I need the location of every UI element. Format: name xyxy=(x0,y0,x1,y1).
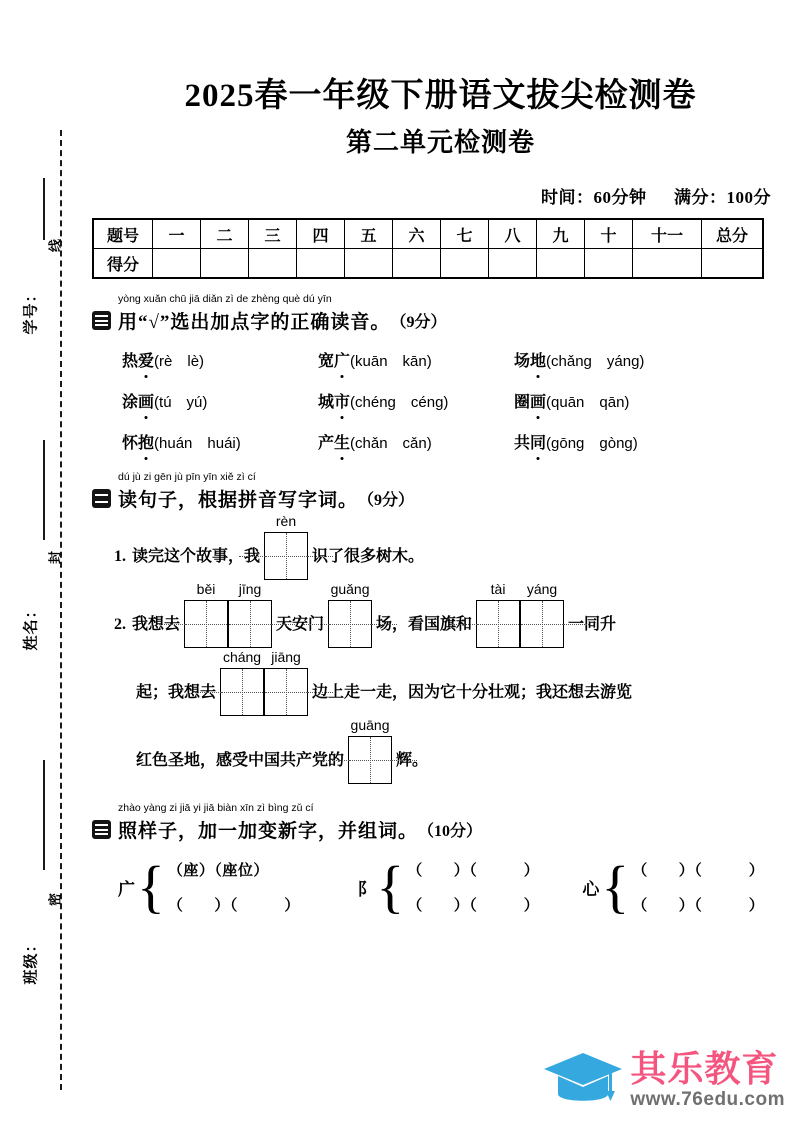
score-table-value-row xyxy=(93,249,763,279)
brace-answer-line[interactable]: （ ）（ ） xyxy=(632,898,765,915)
score-table-score-cell[interactable] xyxy=(537,249,585,279)
score-table-column-header: 一 xyxy=(153,219,201,249)
guide-line-right xyxy=(271,624,297,625)
score-table-score-cell[interactable] xyxy=(393,249,441,279)
pinyin-choice-item[interactable] xyxy=(122,430,318,453)
pinyin-choice-item[interactable] xyxy=(122,389,318,412)
pinyin-choice-row xyxy=(122,348,793,371)
brace-answer-lines xyxy=(168,859,300,915)
choice-word-prefix: 圈 xyxy=(514,394,531,412)
guide-line-left xyxy=(303,624,329,625)
pinyin-syllable: guǎng xyxy=(330,581,370,598)
character-boxes xyxy=(264,532,308,580)
question-3-pinyin: zhào yàng zi jiā yi jiā biàn xīn zì bìng zǔ cí xyxy=(118,802,314,815)
question-2-header xyxy=(92,485,793,512)
choice-word-prefix: 怀 xyxy=(122,435,139,453)
sentence-text: 起；我想去 xyxy=(136,684,217,702)
question-3-header xyxy=(92,816,793,843)
question-number-icon xyxy=(92,489,111,508)
box-pinyin-hint xyxy=(476,581,564,597)
brace-answer-line[interactable]: （ ）（ ） xyxy=(407,898,540,915)
score-table-score-cell[interactable] xyxy=(297,249,345,279)
guide-line-right xyxy=(307,556,333,557)
score-table-score-cell[interactable] xyxy=(702,249,764,279)
sentence-text: 辉。 xyxy=(396,752,429,770)
pinyin-syllable: jiāng xyxy=(271,649,301,666)
dotted-character: 爱 xyxy=(138,348,154,371)
brace-answer-line[interactable]: （座）（座位） xyxy=(167,863,269,880)
guide-line-right xyxy=(563,624,589,625)
question-1-score: （9分） xyxy=(390,314,447,332)
character-box-group[interactable] xyxy=(264,513,308,580)
question-1 xyxy=(88,293,793,453)
character-box[interactable] xyxy=(328,600,372,648)
seal-label-line: 线 xyxy=(47,239,63,253)
brace-answer-line[interactable]: （ ）（ ） xyxy=(632,863,765,880)
score-table-row-label: 得分 xyxy=(93,249,153,279)
character-box[interactable] xyxy=(348,736,392,784)
sentence-text: 我想去 xyxy=(132,616,181,634)
seal-label-name: 姓名： xyxy=(23,602,40,651)
score-table-score-cell[interactable] xyxy=(249,249,297,279)
score-table-column-header: 六 xyxy=(393,219,441,249)
character-boxes xyxy=(476,600,564,648)
radical-brace-group xyxy=(118,854,357,920)
guide-line-left xyxy=(159,624,185,625)
pinyin-choice-row xyxy=(122,389,793,412)
pinyin-syllable: běi xyxy=(196,581,216,598)
brace-answer-lines xyxy=(632,859,764,915)
writing-line xyxy=(92,513,793,580)
score-table-column-header: 八 xyxy=(489,219,537,249)
question-1-title: 用“√”选出加点字的正确读音。 xyxy=(118,312,391,334)
choice-options[interactable]: (chéng céng) xyxy=(350,394,449,412)
pinyin-choice-item[interactable] xyxy=(122,348,318,371)
score-table-column-header: 七 xyxy=(441,219,489,249)
exam-content xyxy=(88,0,793,1121)
brace-answer-line[interactable]: （ ）（ ） xyxy=(167,898,300,915)
box-pinyin-hint xyxy=(184,581,272,597)
character-box-group[interactable] xyxy=(476,581,564,648)
character-box[interactable] xyxy=(520,600,564,648)
site-logo xyxy=(542,1049,785,1113)
character-box[interactable] xyxy=(184,600,228,648)
choice-word-prefix: 场 xyxy=(514,353,531,371)
character-box[interactable] xyxy=(220,668,264,716)
seal-label-feng: 封 xyxy=(47,551,63,565)
character-box-group[interactable] xyxy=(328,581,372,648)
exam-total-score: 满分：100分 xyxy=(674,188,771,208)
pinyin-choice-item[interactable] xyxy=(514,430,710,453)
pinyin-syllable: jīng xyxy=(238,581,262,598)
exam-duration: 时间：60分钟 xyxy=(541,188,647,208)
pinyin-choice-row xyxy=(122,430,793,453)
score-table-column-header: 九 xyxy=(537,219,585,249)
score-table-score-cell[interactable] xyxy=(489,249,537,279)
choice-options[interactable]: (tú yú) xyxy=(154,394,208,412)
page-title: 2025春一年级下册语文拔尖检测卷 xyxy=(184,78,697,114)
pinyin-choice-item[interactable] xyxy=(318,430,514,453)
logo-text xyxy=(630,1051,785,1111)
character-box[interactable] xyxy=(264,668,308,716)
character-boxes xyxy=(220,668,308,716)
question-3-title: 照样子，加一加变新字，并组词。 xyxy=(118,821,419,843)
score-table-header-row xyxy=(93,219,763,249)
question-number-icon xyxy=(92,311,111,330)
radical-character: 心 xyxy=(582,879,600,899)
sentence-text: 识了很多树木。 xyxy=(312,548,425,566)
score-table-column-header: 五 xyxy=(345,219,393,249)
character-box-group[interactable] xyxy=(348,717,392,784)
character-box-group[interactable] xyxy=(220,649,308,716)
brace-answer-lines xyxy=(407,859,539,915)
seal-dashed-line xyxy=(60,130,62,1090)
radical-brace-group xyxy=(582,854,793,920)
guide-line-right xyxy=(391,760,417,761)
dotted-character: 广 xyxy=(334,348,350,371)
seal-margin xyxy=(0,0,88,1121)
logo-url: www.76edu.com xyxy=(630,1088,785,1110)
box-pinyin-hint xyxy=(328,581,372,597)
sentence-text: 读完这个故事，我 xyxy=(132,548,261,566)
choice-options[interactable]: (rè lè) xyxy=(154,353,205,371)
character-box[interactable] xyxy=(476,600,520,648)
guide-line-left xyxy=(239,556,265,557)
dotted-character: 画 xyxy=(138,389,154,412)
character-box-group[interactable] xyxy=(184,581,272,648)
question-2-score: （9分） xyxy=(358,492,415,510)
writing-line xyxy=(92,717,793,784)
choice-options[interactable]: (chǎn cǎn) xyxy=(350,435,432,453)
brace-icon: { xyxy=(376,854,405,920)
writing-lines xyxy=(92,513,793,784)
pinyin-choice-item[interactable] xyxy=(514,348,710,371)
character-box[interactable] xyxy=(228,600,272,648)
radical-brace-groups xyxy=(92,854,793,920)
pinyin-choice-item[interactable] xyxy=(318,389,514,412)
score-table-column-header: 三 xyxy=(249,219,297,249)
guide-line-left xyxy=(323,760,349,761)
question-1-header xyxy=(92,307,793,334)
pinyin-syllable: cháng xyxy=(222,649,262,666)
question-number-icon xyxy=(92,820,111,839)
radical-brace-group xyxy=(357,854,582,920)
question-2-pinyin: dú jù zi gēn jù pīn yīn xiě zì cí xyxy=(118,471,256,484)
sentence-text: 红色圣地，感受中国共产党的 xyxy=(136,752,345,770)
writing-line xyxy=(92,581,793,648)
character-boxes xyxy=(184,600,272,648)
question-2 xyxy=(88,471,793,784)
choice-options[interactable]: (huán huái) xyxy=(154,435,241,453)
pinyin-choice-grid xyxy=(92,348,793,453)
score-table-column-header: 二 xyxy=(201,219,249,249)
pinyin-syllable: guāng xyxy=(350,717,390,734)
guide-line-left xyxy=(451,624,477,625)
pinyin-syllable: yáng xyxy=(526,581,558,598)
sentence-text: 边上走一走，因为它十分壮观；我还想去游览 xyxy=(312,684,633,702)
score-table-column-header: 十 xyxy=(585,219,633,249)
pinyin-choice-item[interactable] xyxy=(318,348,514,371)
brace-icon: { xyxy=(137,854,165,920)
dotted-character: 抱 xyxy=(138,430,154,453)
score-table-column-header: 四 xyxy=(297,219,345,249)
score-table-score-cell[interactable] xyxy=(441,249,489,279)
page-subtitle: 第二单元检测卷 xyxy=(345,128,535,158)
pinyin-choice-item[interactable] xyxy=(514,389,710,412)
choice-options[interactable]: (quān qān) xyxy=(546,394,630,412)
choice-word-prefix: 宽 xyxy=(318,353,335,371)
graduation-cap-icon xyxy=(542,1049,624,1113)
dotted-character: 生 xyxy=(334,430,350,453)
logo-brand: 其乐教育 xyxy=(630,1049,779,1090)
seal-label-class: 班级： xyxy=(23,936,40,985)
choice-options[interactable]: (gōng gòng) xyxy=(546,435,638,453)
dotted-character: 同 xyxy=(530,430,546,453)
sentence-text: 天安门 xyxy=(276,616,325,634)
box-pinyin-hint xyxy=(348,717,392,733)
character-box[interactable] xyxy=(264,532,308,580)
guide-line-right xyxy=(307,692,333,693)
score-table xyxy=(92,218,764,279)
radical-character: 阝 xyxy=(357,879,375,899)
seal-label-student-id: 学号： xyxy=(23,286,40,335)
character-boxes xyxy=(348,736,392,784)
choice-options[interactable]: (kuān kān) xyxy=(350,353,432,371)
dotted-character: 市 xyxy=(334,389,350,412)
line-number: 1. xyxy=(114,548,126,566)
score-table-score-cell[interactable] xyxy=(201,249,249,279)
question-3-score: （10分） xyxy=(418,823,483,841)
sentence-text: 一同升 xyxy=(568,616,617,634)
guide-line-right xyxy=(371,624,397,625)
brace-answer-line[interactable]: （ ）（ ） xyxy=(407,863,540,880)
score-table-column-header: 十一 xyxy=(633,219,702,249)
line-number: 2. xyxy=(114,616,126,634)
dotted-character: 地 xyxy=(530,348,546,371)
writing-line xyxy=(92,649,793,716)
score-table-score-cell[interactable] xyxy=(585,249,633,279)
question-2-title: 读句子，根据拼音写字词。 xyxy=(118,490,359,512)
question-3 xyxy=(88,802,793,920)
choice-word-prefix: 涂 xyxy=(122,394,139,412)
choice-word-prefix: 共 xyxy=(514,435,531,453)
box-pinyin-hint xyxy=(220,649,308,665)
score-table-row-label: 题号 xyxy=(93,219,153,249)
sentence-text: 场，看国旗和 xyxy=(376,616,473,634)
score-table-score-cell[interactable] xyxy=(345,249,393,279)
guide-line-left xyxy=(195,692,221,693)
character-boxes xyxy=(328,600,372,648)
score-table-score-cell[interactable] xyxy=(153,249,201,279)
seal-rule-middle xyxy=(43,440,45,540)
choice-word-prefix: 城 xyxy=(318,394,335,412)
choice-word-prefix: 产 xyxy=(318,435,335,453)
seal-label-mi: 密 xyxy=(47,893,63,907)
dotted-character: 画 xyxy=(530,389,546,412)
brace-icon: { xyxy=(601,854,630,920)
box-pinyin-hint xyxy=(264,513,308,529)
exam-meta xyxy=(88,183,793,208)
radical-character: 广 xyxy=(118,879,135,899)
pinyin-syllable: tài xyxy=(490,581,506,598)
score-table-score-cell[interactable] xyxy=(633,249,702,279)
choice-word-prefix: 热 xyxy=(122,353,139,371)
choice-options[interactable]: (chǎng yáng) xyxy=(546,353,645,371)
seal-rule-bottom xyxy=(43,760,45,870)
pinyin-syllable: rèn xyxy=(275,513,297,530)
score-table-wrapper xyxy=(92,218,777,279)
question-1-pinyin: yòng xuǎn chū jiā diǎn zì de zhèng què dú yīn xyxy=(118,293,332,306)
score-table-column-header: 总分 xyxy=(702,219,764,249)
